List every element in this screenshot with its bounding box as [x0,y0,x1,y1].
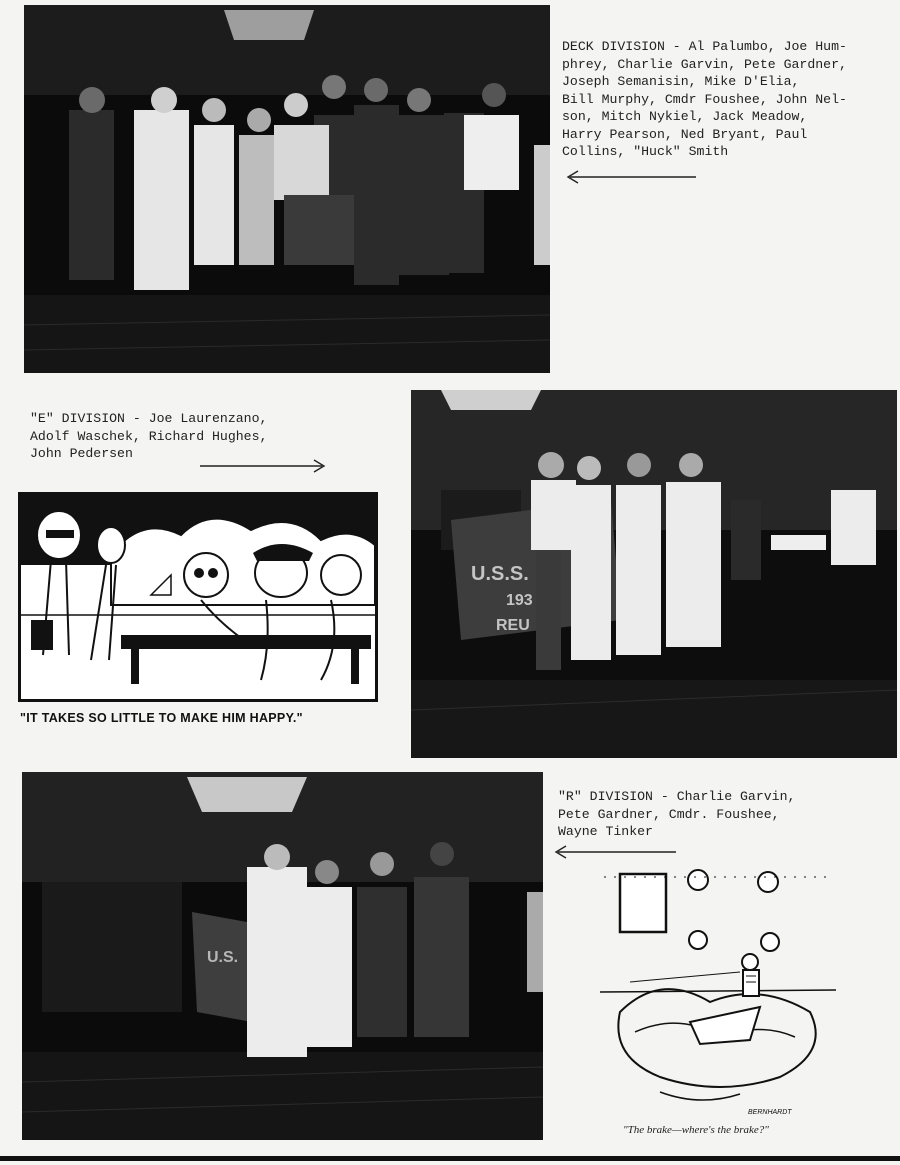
boat-cartoon-caption: "The brake—where's the brake?" [623,1124,769,1136]
banner-reunion-text: REU [496,617,530,634]
cartoon-signature: BERNHARDT [748,1109,792,1116]
right-arrow-icon [198,459,326,473]
boat-cartoon [600,862,836,1120]
e-division-caption: "E" DIVISION - Joe Laurenzano, Adolf Waschek, Richard Hughes, John Pedersen [30,411,268,461]
e-division-photo [411,390,897,758]
left-arrow-icon [566,170,698,184]
banner-year-text: 193 [506,592,533,609]
r-division-photo [22,772,543,1140]
beach-cartoon [18,492,378,702]
page-bottom-rule [0,1156,900,1161]
r-division-caption: "R" DIVISION - Charlie Garvin, Pete Gardner, Cmdr. Foushee, Wayne Tinker [558,789,796,839]
banner-uss-text: U.S. [207,949,239,966]
left-arrow-icon [554,845,678,859]
deck-division-caption: DECK DIVISION - Al Palumbo, Joe Hum- phrey, Charlie Garvin, Pete Gardner, Joseph Semanisin, Mike D'Elia, Bill Murphy, Cmdr Foushee, John Nel- son, Mitch Nykiel, Jack Meadow, Harry Pearson, Ned Bryant, Paul Collins, "Huck" Smith [562,39,847,159]
beach-cartoon-caption: "IT TAKES SO LITTLE TO MAKE HIM HAPPY." [20,711,303,725]
deck-division-photo [24,5,550,373]
uss-banner-text: U.S.S. [471,563,529,585]
